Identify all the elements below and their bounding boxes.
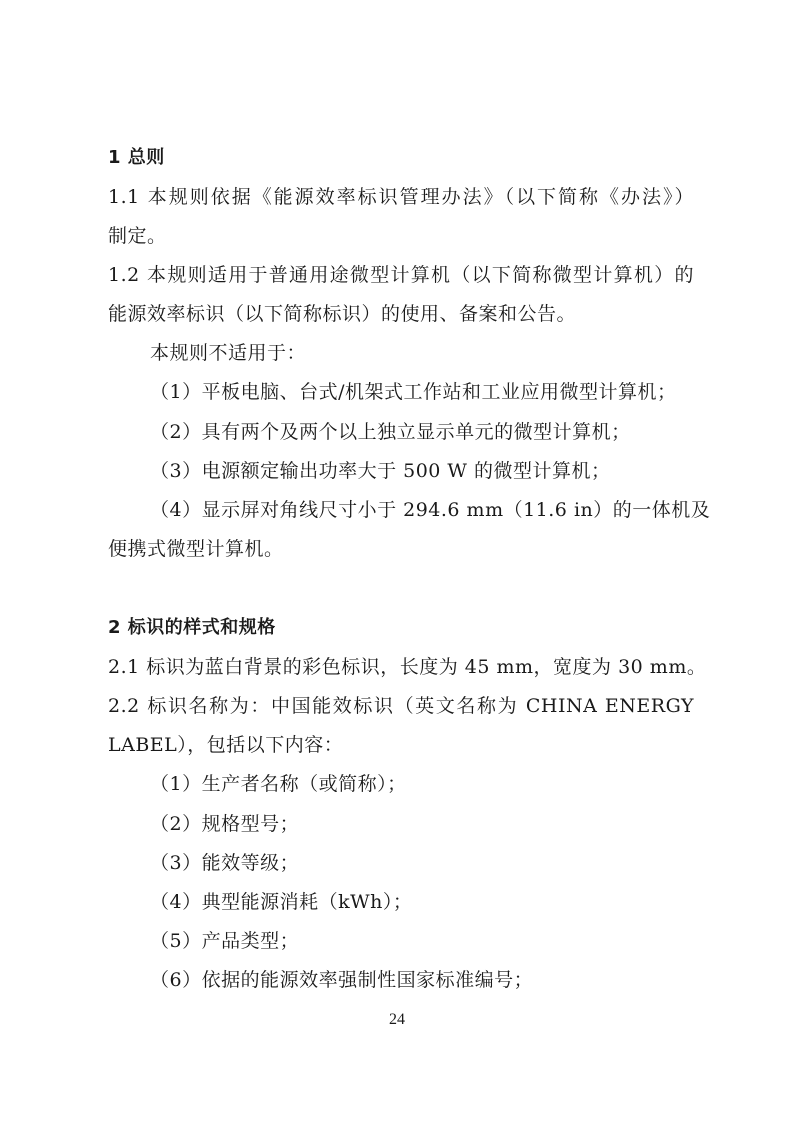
clause-1-2-line-2: 能源效率标识（以下简称标识）的使用、备案和公告。: [108, 303, 577, 325]
exclusion-item-1: （1）平板电脑、台式/机架式工作站和工业应用微型计算机；: [150, 381, 677, 403]
label-item-4: （4）典型能源消耗（kWh）；: [150, 891, 413, 913]
exclusion-item-4-line-2: 便携式微型计算机。: [108, 538, 284, 560]
label-item-2: （2）规格型号；: [150, 813, 300, 835]
clause-2-2-line-1: 2.2 标识名称为：中国能效标识（英文名称为 CHINA ENERGY: [108, 695, 694, 717]
clause-1-2-line-1: 1.2 本规则适用于普通用途微型计算机（以下简称微型计算机）的: [108, 264, 694, 286]
label-item-5: （5）产品类型；: [150, 930, 300, 952]
section-2-heading: 2 标识的样式和规格: [108, 617, 276, 638]
label-item-6: （6）依据的能源效率强制性国家标准编号；: [150, 969, 534, 991]
label-item-1: （1）生产者名称（或简称）；: [150, 773, 407, 795]
section-1-heading: 1 总则: [108, 147, 165, 168]
clause-2-1: 2.1 标识为蓝白背景的彩色标识，长度为 45 mm，宽度为 30 mm。: [108, 656, 707, 678]
page-number: 24: [389, 1011, 405, 1028]
clause-1-1-line-2: 制定。: [108, 225, 167, 247]
label-item-3: （3）能效等级；: [150, 852, 300, 874]
clause-2-2-line-2: LABEL），包括以下内容：: [108, 734, 344, 756]
exclusion-item-2: （2）具有两个及两个以上独立显示单元的微型计算机；: [150, 421, 631, 443]
exclusion-item-3: （3）电源额定输出功率大于 500 W 的微型计算机；: [150, 460, 611, 482]
clause-1-1-line-1: 1.1 本规则依据《能源效率标识管理办法》（以下简称《办法》）: [108, 186, 694, 208]
exclusion-item-4-line-1: （4）显示屏对角线尺寸小于 294.6 mm（11.6 in）的一体机及: [150, 499, 711, 521]
exclusion-intro: 本规则不适用于：: [150, 342, 307, 364]
